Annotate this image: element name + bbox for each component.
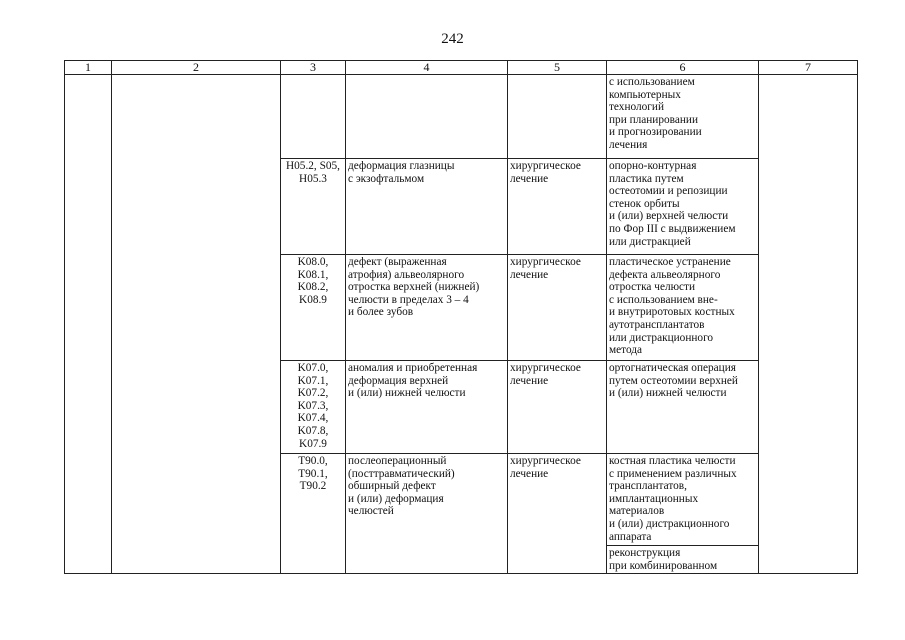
cell-treatment-type: хирургическое лечение (508, 255, 607, 361)
cell-icd-codes (281, 75, 346, 159)
cell-icd-codes: H05.2, S05, H05.3 (281, 159, 346, 255)
cell-diagnosis: деформация глазницы с экзофтальмом (346, 159, 508, 255)
table-row (65, 75, 858, 159)
header-row (65, 61, 858, 75)
cell-icd-codes: K08.0, K08.1, K08.2, K08.9 (281, 255, 346, 361)
cell-treatment-type: хирургическое лечение (508, 361, 607, 454)
header-col-6: 6 (607, 61, 759, 75)
cell-treatment-type: хирургическое лечение (508, 159, 607, 255)
header-col-1: 1 (65, 61, 112, 75)
cell-icd-codes: K07.0, K07.1, K07.2, K07.3, K07.4, K07.8, K07.9 (281, 361, 346, 454)
cell-treatment-type (508, 75, 607, 159)
cell-group-number (65, 75, 112, 574)
cell-diagnosis: аномалия и приобретенная деформация верхней и (или) нижней челюсти (346, 361, 508, 454)
header-col-2: 2 (112, 61, 281, 75)
cell-diagnosis: послеоперационный (посттравматический) обширный дефект и (или) деформация челюстей (346, 454, 508, 574)
cell-treatment-type: хирургическое лечение (508, 454, 607, 574)
cell-treatment-method: пластическое устранение дефекта альвеолярного отростка челюсти с использованием вне- и внутриротовых костных аутотрансплантатов или дистракционного метода (607, 255, 759, 361)
page-number: 242 (441, 31, 464, 47)
header-col-3: 3 (281, 61, 346, 75)
cell-profile-name (112, 75, 281, 574)
cell-treatment-method: с использованием компьютерных технологий при планировании и прогнозировании лечения (607, 75, 759, 159)
cell-cost (759, 75, 858, 574)
cell-diagnosis (346, 75, 508, 159)
header-col-7: 7 (759, 61, 858, 75)
cell-treatment-method: опорно-контурная пластика путем остеотомии и репозиции стенок орбиты и (или) верхней челюсти по Фор III с выдвижением или дистракцией (607, 159, 759, 255)
cell-treatment-method: реконструкция при комбинированном (607, 546, 759, 574)
cell-treatment-method: костная пластика челюсти с применением различных трансплантатов, имплантационных материалов и (или) дистракционного аппарата (607, 454, 759, 546)
header-col-4: 4 (346, 61, 508, 75)
cell-treatment-method: ортогнатическая операция путем остеотомии верхней и (или) нижней челюсти (607, 361, 759, 454)
header-col-5: 5 (508, 61, 607, 75)
cell-diagnosis: дефект (выраженная атрофия) альвеолярного отростка верхней (нижней) челюсти в пределах 3 – 4 и более зубов (346, 255, 508, 361)
procedures-table (64, 60, 858, 574)
cell-icd-codes: T90.0, T90.1, T90.2 (281, 454, 346, 574)
